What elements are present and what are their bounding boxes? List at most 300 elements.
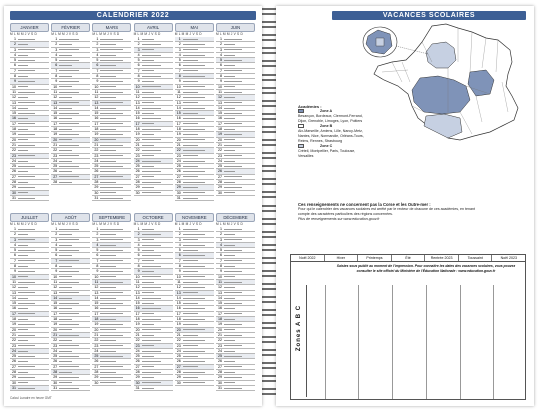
day-saint-placeholder: [141, 338, 173, 342]
day-saint-placeholder: [182, 317, 214, 321]
day-number: 27: [135, 174, 140, 179]
info-note: [298, 202, 480, 222]
day-number: 9: [137, 79, 140, 84]
day-saint-placeholder: [99, 74, 131, 78]
day-saint-placeholder: [182, 116, 214, 120]
day-number: 21: [218, 142, 222, 147]
day-saint-placeholder: [141, 375, 173, 379]
day-number: 13: [218, 100, 222, 105]
day-saint-placeholder: [99, 138, 131, 142]
holidays-title: VACANCES SCOLAIRES: [332, 11, 526, 20]
day-number: 8: [178, 74, 181, 79]
day-saint-placeholder: [58, 349, 90, 353]
day-saint-placeholder: [223, 111, 255, 115]
day-number: 4: [14, 242, 16, 247]
day-number: 25: [176, 164, 181, 169]
day-number: 12: [94, 95, 99, 100]
day-number: 20: [176, 327, 181, 332]
day-saint-placeholder: [182, 127, 214, 131]
day-saint-placeholder: [58, 148, 90, 152]
day-saint-placeholder: [99, 338, 131, 342]
day-saint-placeholder: [182, 253, 214, 257]
day-saint-placeholder: [17, 275, 49, 279]
day-saint-placeholder: [182, 37, 214, 41]
day-saint-placeholder: [182, 185, 214, 189]
day-saint-placeholder: [223, 344, 255, 348]
month-name: MARS: [92, 23, 131, 32]
day-saint-placeholder: [99, 53, 131, 57]
day-number: 18: [218, 127, 222, 132]
day-number: 24: [53, 158, 58, 163]
month-block: [216, 23, 255, 196]
day-saint-placeholder: [141, 101, 173, 105]
day-number: 16: [176, 306, 181, 311]
weekday-header: M L M M J V S D: [174, 32, 202, 36]
day-number: 16: [94, 116, 99, 121]
day-saint-placeholder: [58, 143, 90, 147]
day-saint-placeholder: [17, 79, 49, 83]
day-number: 19: [94, 132, 99, 137]
day-number: 9: [178, 79, 181, 84]
day-number: 26: [94, 359, 99, 364]
day-saint-placeholder: [223, 185, 255, 189]
day-number: 11: [218, 89, 222, 94]
table-header-cell: Rentrée 2023: [425, 255, 459, 261]
day-saint-placeholder: [141, 116, 173, 120]
day-saint-placeholder: [141, 232, 173, 236]
day-number: 16: [218, 306, 222, 311]
day-saint-placeholder: [58, 69, 90, 73]
day-number: 27: [176, 174, 181, 179]
day-number: 23: [176, 153, 181, 158]
day-row: [51, 180, 90, 185]
day-saint-placeholder: [182, 143, 214, 147]
day-number: 13: [12, 100, 16, 105]
day-number: 31: [12, 385, 16, 390]
day-saint-placeholder: [141, 85, 173, 89]
day-saint-placeholder: [17, 328, 49, 332]
day-saint-placeholder: [141, 238, 173, 242]
day-number: 22: [218, 148, 222, 153]
day-number: 15: [176, 301, 181, 306]
day-saint-placeholder: [99, 48, 131, 52]
day-number: 9: [14, 269, 16, 274]
day-saint-placeholder: [182, 164, 214, 168]
day-number: 24: [176, 348, 181, 353]
day-number: 20: [12, 327, 16, 332]
day-number: 2: [55, 42, 58, 47]
day-saint-placeholder: [17, 143, 49, 147]
table-notice: Saisies sous publié au moment de l'impression. Pour connaître les dates des vacances scolaires, vous pouvez consulter le site officiel du Ministère de l'Éducation Nationale : www.education.gouv.fr: [336, 264, 516, 273]
zone-a-label: Zone A: [320, 109, 333, 113]
day-number: 4: [178, 52, 181, 57]
legend-heading: Académies :: [298, 104, 322, 109]
day-saint-placeholder: [141, 180, 173, 184]
table-column-line: [426, 285, 427, 399]
day-number: 22: [218, 338, 222, 343]
day-number: 17: [218, 121, 222, 126]
day-saint-placeholder: [141, 359, 173, 363]
day-number: 27: [218, 364, 222, 369]
day-number: 10: [94, 84, 99, 89]
day-number: 8: [137, 74, 140, 79]
day-saint-placeholder: [223, 312, 255, 316]
day-number: 28: [53, 180, 58, 185]
day-saint-placeholder: [99, 164, 131, 168]
day-number: 28: [218, 180, 222, 185]
day-saint-placeholder: [58, 275, 90, 279]
day-number: 14: [218, 105, 222, 110]
day-saint-placeholder: [223, 359, 255, 363]
day-saint-placeholder: [58, 53, 90, 57]
day-saint-placeholder: [58, 90, 90, 94]
day-number: 10: [53, 84, 58, 89]
day-number: 25: [12, 354, 16, 359]
day-saint-placeholder: [17, 116, 49, 120]
day-number: 31: [12, 195, 16, 200]
day-number: 13: [53, 290, 58, 295]
day-number: 5: [220, 248, 222, 253]
day-saint-placeholder: [58, 344, 90, 348]
day-number: 31: [176, 195, 181, 200]
day-saint-placeholder: [182, 349, 214, 353]
day-saint-placeholder: [141, 48, 173, 52]
day-saint-placeholder: [99, 243, 131, 247]
day-number: 4: [137, 242, 140, 247]
day-number: 30: [94, 190, 99, 195]
day-number: 17: [94, 311, 99, 316]
day-number: 11: [135, 89, 140, 94]
day-saint-placeholder: [17, 58, 49, 62]
day-number: 28: [12, 370, 16, 375]
day-saint-placeholder: [223, 116, 255, 120]
day-saint-placeholder: [141, 148, 173, 152]
day-number: 12: [176, 285, 181, 290]
day-number: 18: [53, 127, 58, 132]
day-saint-placeholder: [17, 259, 49, 263]
day-number: 22: [94, 338, 99, 343]
day-saint-placeholder: [182, 328, 214, 332]
month-block: [51, 23, 90, 185]
day-saint-placeholder: [223, 259, 255, 263]
day-saint-placeholder: [58, 175, 90, 179]
day-number: 25: [53, 164, 58, 169]
day-number: 30: [176, 190, 181, 195]
day-number: 9: [96, 79, 99, 84]
day-number: 5: [96, 58, 99, 63]
day-number: 5: [178, 248, 181, 253]
day-saint-placeholder: [58, 386, 90, 390]
day-saint-placeholder: [141, 37, 173, 41]
day-number: 6: [14, 63, 16, 68]
day-saint-placeholder: [17, 317, 49, 321]
day-saint-placeholder: [58, 232, 90, 236]
day-saint-placeholder: [223, 180, 255, 184]
day-number: 21: [12, 142, 16, 147]
day-saint-placeholder: [182, 238, 214, 242]
day-number: 6: [178, 253, 181, 258]
day-number: 30: [176, 380, 181, 385]
day-saint-placeholder: [182, 42, 214, 46]
day-saint-placeholder: [223, 175, 255, 179]
day-saint-placeholder: [99, 248, 131, 252]
day-saint-placeholder: [99, 296, 131, 300]
day-number: 6: [137, 63, 140, 68]
day-number: 27: [176, 364, 181, 369]
day-saint-placeholder: [182, 296, 214, 300]
day-number: 7: [137, 258, 140, 263]
day-saint-placeholder: [141, 138, 173, 142]
day-saint-placeholder: [58, 58, 90, 62]
day-saint-placeholder: [182, 122, 214, 126]
day-saint-placeholder: [223, 191, 255, 195]
day-saint-placeholder: [17, 122, 49, 126]
day-saint-placeholder: [141, 74, 173, 78]
day-number: 21: [218, 332, 222, 337]
day-saint-placeholder: [223, 37, 255, 41]
day-saint-placeholder: [17, 370, 49, 374]
day-number: 12: [94, 285, 99, 290]
table-column-line: [493, 285, 494, 399]
day-saint-placeholder: [182, 275, 214, 279]
day-saint-placeholder: [223, 333, 255, 337]
day-saint-placeholder: [141, 386, 173, 390]
day-saint-placeholder: [17, 127, 49, 131]
day-number: 1: [96, 37, 99, 41]
day-number: 1: [14, 227, 16, 231]
day-number: 28: [94, 180, 99, 185]
day-number: 12: [135, 285, 140, 290]
day-number: 14: [94, 105, 99, 110]
day-number: 29: [176, 185, 181, 190]
day-number: 7: [178, 258, 181, 263]
day-number: 19: [135, 132, 140, 137]
day-number: 21: [176, 142, 181, 147]
day-number: 13: [94, 100, 99, 105]
day-number: 25: [53, 354, 58, 359]
day-number: 17: [53, 311, 58, 316]
day-saint-placeholder: [17, 354, 49, 358]
day-saint-placeholder: [141, 185, 173, 189]
month-name: AOÛT: [51, 213, 90, 222]
day-number: 13: [176, 100, 181, 105]
day-saint-placeholder: [182, 74, 214, 78]
day-saint-placeholder: [17, 53, 49, 57]
day-number: 1: [14, 37, 16, 41]
day-saint-placeholder: [141, 58, 173, 62]
day-number: 15: [53, 301, 58, 306]
day-saint-placeholder: [17, 322, 49, 326]
day-number: 30: [218, 380, 222, 385]
zone-b-swatch: [298, 124, 304, 128]
day-saint-placeholder: [223, 322, 255, 326]
day-saint-placeholder: [99, 275, 131, 279]
day-saint-placeholder: [17, 196, 49, 200]
day-saint-placeholder: [17, 164, 49, 168]
day-number: 15: [218, 301, 222, 306]
day-row: [175, 196, 214, 201]
info-text: Pour qui le calendrier des vacances scolaires est arrêté par le recteur de chacune de ces académies, en tenant compte des caractères particuliers des régions concernées.: [298, 207, 475, 216]
day-number: 19: [94, 322, 99, 327]
month-block: [175, 23, 214, 201]
day-number: 22: [135, 338, 140, 343]
day-saint-placeholder: [182, 106, 214, 110]
day-saint-placeholder: [99, 169, 131, 173]
day-saint-placeholder: [99, 116, 131, 120]
day-saint-placeholder: [182, 322, 214, 326]
day-number: 4: [14, 52, 16, 57]
calendar-caption: Calcul Lunaire en heure GMT: [10, 396, 52, 400]
info-heading: Ces renseignements ne concernent pas la Corse et les Outre-mer :: [298, 202, 431, 207]
day-saint-placeholder: [17, 232, 49, 236]
day-saint-placeholder: [99, 306, 131, 310]
day-row: [10, 196, 49, 201]
day-saint-placeholder: [17, 296, 49, 300]
calendar-first-half: [10, 23, 256, 205]
day-saint-placeholder: [99, 196, 131, 200]
weekday-header: M L M M J V S D: [51, 222, 79, 226]
day-saint-placeholder: [182, 90, 214, 94]
day-saint-placeholder: [58, 85, 90, 89]
day-number: 1: [220, 37, 222, 41]
day-number: 6: [96, 63, 99, 68]
day-saint-placeholder: [99, 344, 131, 348]
calendar-second-half: [10, 213, 256, 395]
info-link[interactable]: Plus de renseignements sur www.education.gouv.fr: [298, 217, 380, 221]
day-saint-placeholder: [141, 143, 173, 147]
weekday-header: M L M M J V S D: [92, 32, 120, 36]
zone-c-swatch: [298, 144, 304, 148]
day-number: 22: [176, 338, 181, 343]
day-saint-placeholder: [182, 312, 214, 316]
day-saint-placeholder: [223, 58, 255, 62]
day-saint-placeholder: [223, 138, 255, 142]
month-name: JUIN: [216, 23, 255, 32]
zone-c-south: [424, 114, 462, 138]
day-saint-placeholder: [58, 375, 90, 379]
day-saint-placeholder: [182, 148, 214, 152]
day-number: 23: [135, 343, 140, 348]
day-number: 19: [135, 322, 140, 327]
day-saint-placeholder: [17, 291, 49, 295]
day-saint-placeholder: [58, 180, 90, 184]
day-number: 25: [218, 354, 222, 359]
holidays-table: [290, 254, 526, 400]
day-number: 8: [137, 264, 140, 269]
france-zones-map: [362, 22, 528, 146]
day-number: 19: [176, 132, 181, 137]
day-number: 7: [55, 258, 58, 263]
day-number: 17: [12, 311, 16, 316]
day-number: 25: [12, 164, 16, 169]
day-row: [175, 381, 214, 386]
day-saint-placeholder: [99, 285, 131, 289]
table-header-cell: Noël 2023: [500, 256, 517, 260]
day-saint-placeholder: [17, 69, 49, 73]
day-saint-placeholder: [141, 127, 173, 131]
day-saint-placeholder: [182, 180, 214, 184]
day-saint-placeholder: [17, 285, 49, 289]
day-saint-placeholder: [17, 349, 49, 353]
day-number: 24: [53, 348, 58, 353]
day-saint-placeholder: [58, 365, 90, 369]
calendar-title: CALENDRIER 2022: [10, 11, 256, 20]
day-number: 27: [12, 364, 16, 369]
table-column-line: [358, 285, 359, 399]
day-number: 6: [220, 253, 222, 258]
day-saint-placeholder: [223, 370, 255, 374]
day-number: 24: [94, 158, 99, 163]
day-saint-placeholder: [223, 227, 255, 231]
day-saint-placeholder: [58, 248, 90, 252]
day-saint-placeholder: [99, 328, 131, 332]
day-number: 25: [218, 164, 222, 169]
day-saint-placeholder: [223, 79, 255, 83]
day-saint-placeholder: [223, 386, 255, 390]
day-number: 12: [218, 95, 222, 100]
day-number: 27: [94, 174, 99, 179]
day-number: 4: [55, 242, 58, 247]
day-saint-placeholder: [223, 275, 255, 279]
day-number: 19: [53, 132, 58, 137]
day-number: 30: [135, 380, 140, 385]
day-number: 20: [94, 327, 99, 332]
day-number: 5: [14, 248, 16, 253]
day-number: 13: [94, 290, 99, 295]
day-saint-placeholder: [141, 63, 173, 67]
day-number: 31: [218, 385, 222, 390]
day-saint-placeholder: [182, 243, 214, 247]
month-name: JANVIER: [10, 23, 49, 32]
day-saint-placeholder: [58, 63, 90, 67]
zone-c-area: [426, 42, 456, 68]
day-number: 1: [220, 227, 222, 231]
day-number: 9: [14, 79, 16, 84]
day-saint-placeholder: [141, 328, 173, 332]
day-number: 15: [176, 111, 181, 116]
day-saint-placeholder: [17, 264, 49, 268]
day-saint-placeholder: [141, 333, 173, 337]
day-saint-placeholder: [223, 375, 255, 379]
day-number: 2: [178, 42, 181, 47]
day-saint-placeholder: [58, 227, 90, 231]
month-name: NOVEMBRE: [175, 213, 214, 222]
day-saint-placeholder: [223, 164, 255, 168]
day-saint-placeholder: [58, 333, 90, 337]
day-number: 10: [53, 274, 58, 279]
day-number: 3: [55, 237, 58, 242]
day-number: 23: [94, 153, 99, 158]
day-saint-placeholder: [141, 285, 173, 289]
day-number: 13: [218, 290, 222, 295]
day-number: 15: [53, 111, 58, 116]
day-saint-placeholder: [223, 296, 255, 300]
day-number: 14: [135, 105, 140, 110]
day-saint-placeholder: [141, 269, 173, 273]
table-column-line: [392, 285, 393, 399]
day-saint-placeholder: [182, 264, 214, 268]
day-saint-placeholder: [58, 79, 90, 83]
day-number: 7: [220, 258, 222, 263]
day-number: 26: [135, 169, 140, 174]
day-number: 10: [94, 274, 99, 279]
day-number: 24: [218, 158, 222, 163]
day-number: 30: [94, 380, 99, 385]
day-number: 5: [55, 58, 58, 63]
day-saint-placeholder: [182, 111, 214, 115]
day-number: 8: [55, 264, 58, 269]
day-saint-placeholder: [223, 101, 255, 105]
